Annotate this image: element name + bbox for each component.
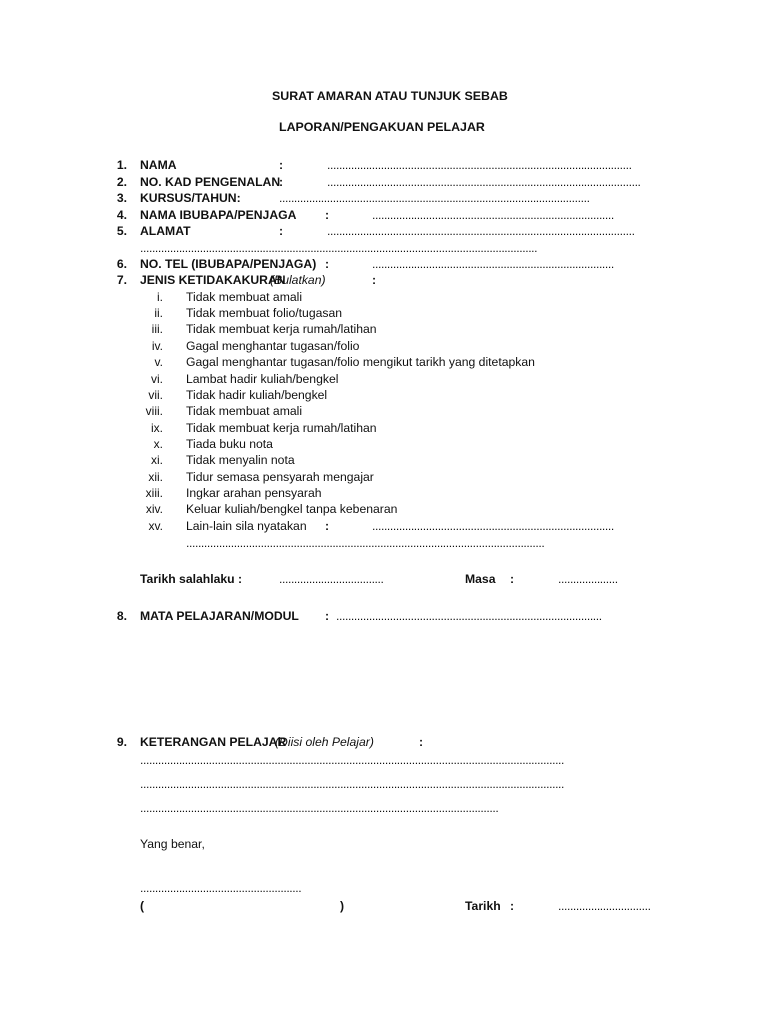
misconduct-item[interactable] [0,305,768,321]
name-open-paren: ( [140,899,145,913]
roman-numeral: v. [154,355,163,369]
misconduct-item-label: Tidak hadir kuliah/bengkel [186,388,328,402]
remarks-input-line[interactable]: ........................................................................................................................ [140,801,499,815]
subject-label: MATA PELAJARAN/MODUL [140,609,299,623]
field-colon: : [325,208,330,222]
remarks-note: (Diisi oleh Pelajar) [275,735,374,749]
misconduct-item[interactable] [0,436,768,452]
field-row-kursus-tahun [0,190,768,206]
misconduct-item[interactable] [0,469,768,485]
misconduct-item-label: Gagal menghantar tugasan/folio mengikut tarikh yang ditetapkan [186,355,535,369]
misconduct-item-label: Ingkar arahan pensyarah [186,486,322,500]
misconduct-note: (Bulatkan) [270,273,326,287]
remarks-input-line[interactable]: .............................................................................................................................................. [140,777,565,791]
roman-numeral: vii. [148,388,163,402]
field-colon: : [279,224,284,238]
remarks-line [0,800,768,816]
field-number: 6. [116,257,127,271]
name-close-paren: ) [340,899,345,913]
fill-in-line[interactable]: ........................................................................................................ [279,191,590,205]
misconduct-item-label: Tidak menyalin nota [186,453,295,467]
misconduct-item-label: Tidak membuat kerja rumah/latihan [186,322,377,336]
subject-input[interactable]: ......................................................................................... [336,609,602,623]
field-label: NO. TEL (IBUBAPA/PENJAGA) [140,257,317,271]
subject-row [0,608,768,624]
field-row-alamat-line2 [0,240,768,256]
field-number: 7. [116,273,127,287]
roman-numeral: vi. [151,372,163,386]
field-label: KURSUS/TAHUN: [140,191,241,205]
misconduct-item-label: Tidak membuat folio/tugasan [186,306,343,320]
field-row-alamat [0,223,768,239]
page-subtitle: LAPORAN/PENGAKUAN PELAJAR [279,120,485,134]
field-label: NAMA [140,158,177,172]
page-title: SURAT AMARAN ATAU TUNJUK SEBAB [272,89,508,103]
misconduct-other-line2 [0,535,768,551]
misconduct-item[interactable] [0,289,768,305]
misconduct-item-label: Tidak membuat amali [186,404,303,418]
misconduct-item[interactable] [0,321,768,337]
closing-text: Yang benar, [140,837,205,851]
remarks-header [0,734,768,750]
roman-numeral: xiv. [145,502,163,516]
misconduct-item[interactable] [0,485,768,501]
misconduct-item[interactable] [0,452,768,468]
signature-line-row [0,880,768,896]
roman-numeral: xiii. [145,486,163,500]
field-colon: : [419,735,424,749]
misconduct-item[interactable] [0,354,768,370]
field-colon: : [279,175,284,189]
roman-numeral: i. [157,290,163,304]
field-number: 3. [116,191,127,205]
roman-numeral: iii. [151,322,163,336]
field-row-no-tel [0,256,768,272]
signature-name-row [0,898,768,914]
field-label: ALAMAT [140,224,191,238]
fill-in-line[interactable]: ................................................................................. [372,208,614,222]
field-colon: : [325,609,330,623]
roman-numeral: iv. [151,339,163,353]
roman-numeral: xi. [151,453,163,467]
offence-row [0,571,768,587]
misconduct-item-label: Lain-lain sila nyatakan [186,519,307,533]
field-row-ibubapa-penjaga [0,207,768,223]
misconduct-item-label: Tidak membuat kerja rumah/latihan [186,421,377,435]
field-colon: : [372,273,377,287]
field-number: 5. [116,224,127,238]
misconduct-item-label: Gagal menghantar tugasan/folio [186,339,360,353]
offence-date-label: Tarikh salahlaku : [140,572,243,586]
misconduct-item-label: Keluar kuliah/bengkel tanpa kebenaran [186,502,398,516]
field-number: 8. [116,609,127,623]
field-colon: : [325,519,330,533]
roman-numeral: ix. [151,421,163,435]
signature-date-input[interactable]: ............................... [558,899,651,913]
misconduct-label: JENIS KETIDAKAKURAN [140,273,286,287]
roman-numeral: ii. [154,306,163,320]
roman-numeral: xv. [148,519,163,533]
misconduct-header [0,272,768,288]
field-row-kad-pengenalan [0,174,768,190]
field-colon: : [279,158,284,172]
remarks-input-line[interactable]: .............................................................................................................................................. [140,753,565,767]
fill-in-line[interactable]: ................................................................................. [372,257,614,271]
misconduct-item[interactable] [0,403,768,419]
signature-date-label: Tarikh [465,899,501,913]
field-colon: : [325,257,330,271]
fill-in-line[interactable]: ................................................................................. [372,519,614,533]
misconduct-item-label: Tiada buku nota [186,437,273,451]
misconduct-item[interactable] [0,501,768,517]
misconduct-item[interactable] [0,338,768,354]
roman-numeral: viii. [145,404,163,418]
field-colon: : [510,899,515,913]
misconduct-item-label: Tidak membuat amali [186,290,303,304]
roman-numeral: xii. [148,470,163,484]
offence-date-input[interactable]: ................................... [279,572,384,586]
field-number: 9. [116,735,127,749]
misconduct-item[interactable] [0,387,768,403]
field-row-nama [0,157,768,173]
fill-in-line[interactable]: ....................................................................................................... [327,224,635,238]
remarks-line [0,776,768,792]
misconduct-item[interactable] [0,420,768,436]
remarks-label: KETERANGAN PELAJAR [140,735,287,749]
signature-line[interactable]: ...................................................... [140,881,302,895]
fill-in-line[interactable]: ......................................................................................................... [327,175,641,189]
field-number: 2. [116,175,127,189]
fill-in-line[interactable]: ........................................................................................................................ [186,536,545,550]
misconduct-item-other[interactable] [0,518,768,534]
fill-in-line[interactable]: ...................................................................................................... [327,158,632,172]
field-number: 4. [116,208,127,222]
offence-time-input[interactable]: .................... [558,572,618,586]
fill-in-line[interactable]: ..................................................................................................................................... [140,241,538,255]
misconduct-item[interactable] [0,371,768,387]
misconduct-item-label: Tidur semasa pensyarah mengajar [186,470,374,484]
remarks-line [0,752,768,768]
field-colon: : [510,572,515,586]
roman-numeral: x. [153,437,163,451]
field-label: NO. KAD PENGENALAN [140,175,281,189]
misconduct-item-label: Lambat hadir kuliah/bengkel [186,372,339,386]
offence-time-label: Masa [465,572,496,586]
field-label: NAMA IBUBAPA/PENJAGA [140,208,297,222]
field-number: 1. [116,158,127,172]
